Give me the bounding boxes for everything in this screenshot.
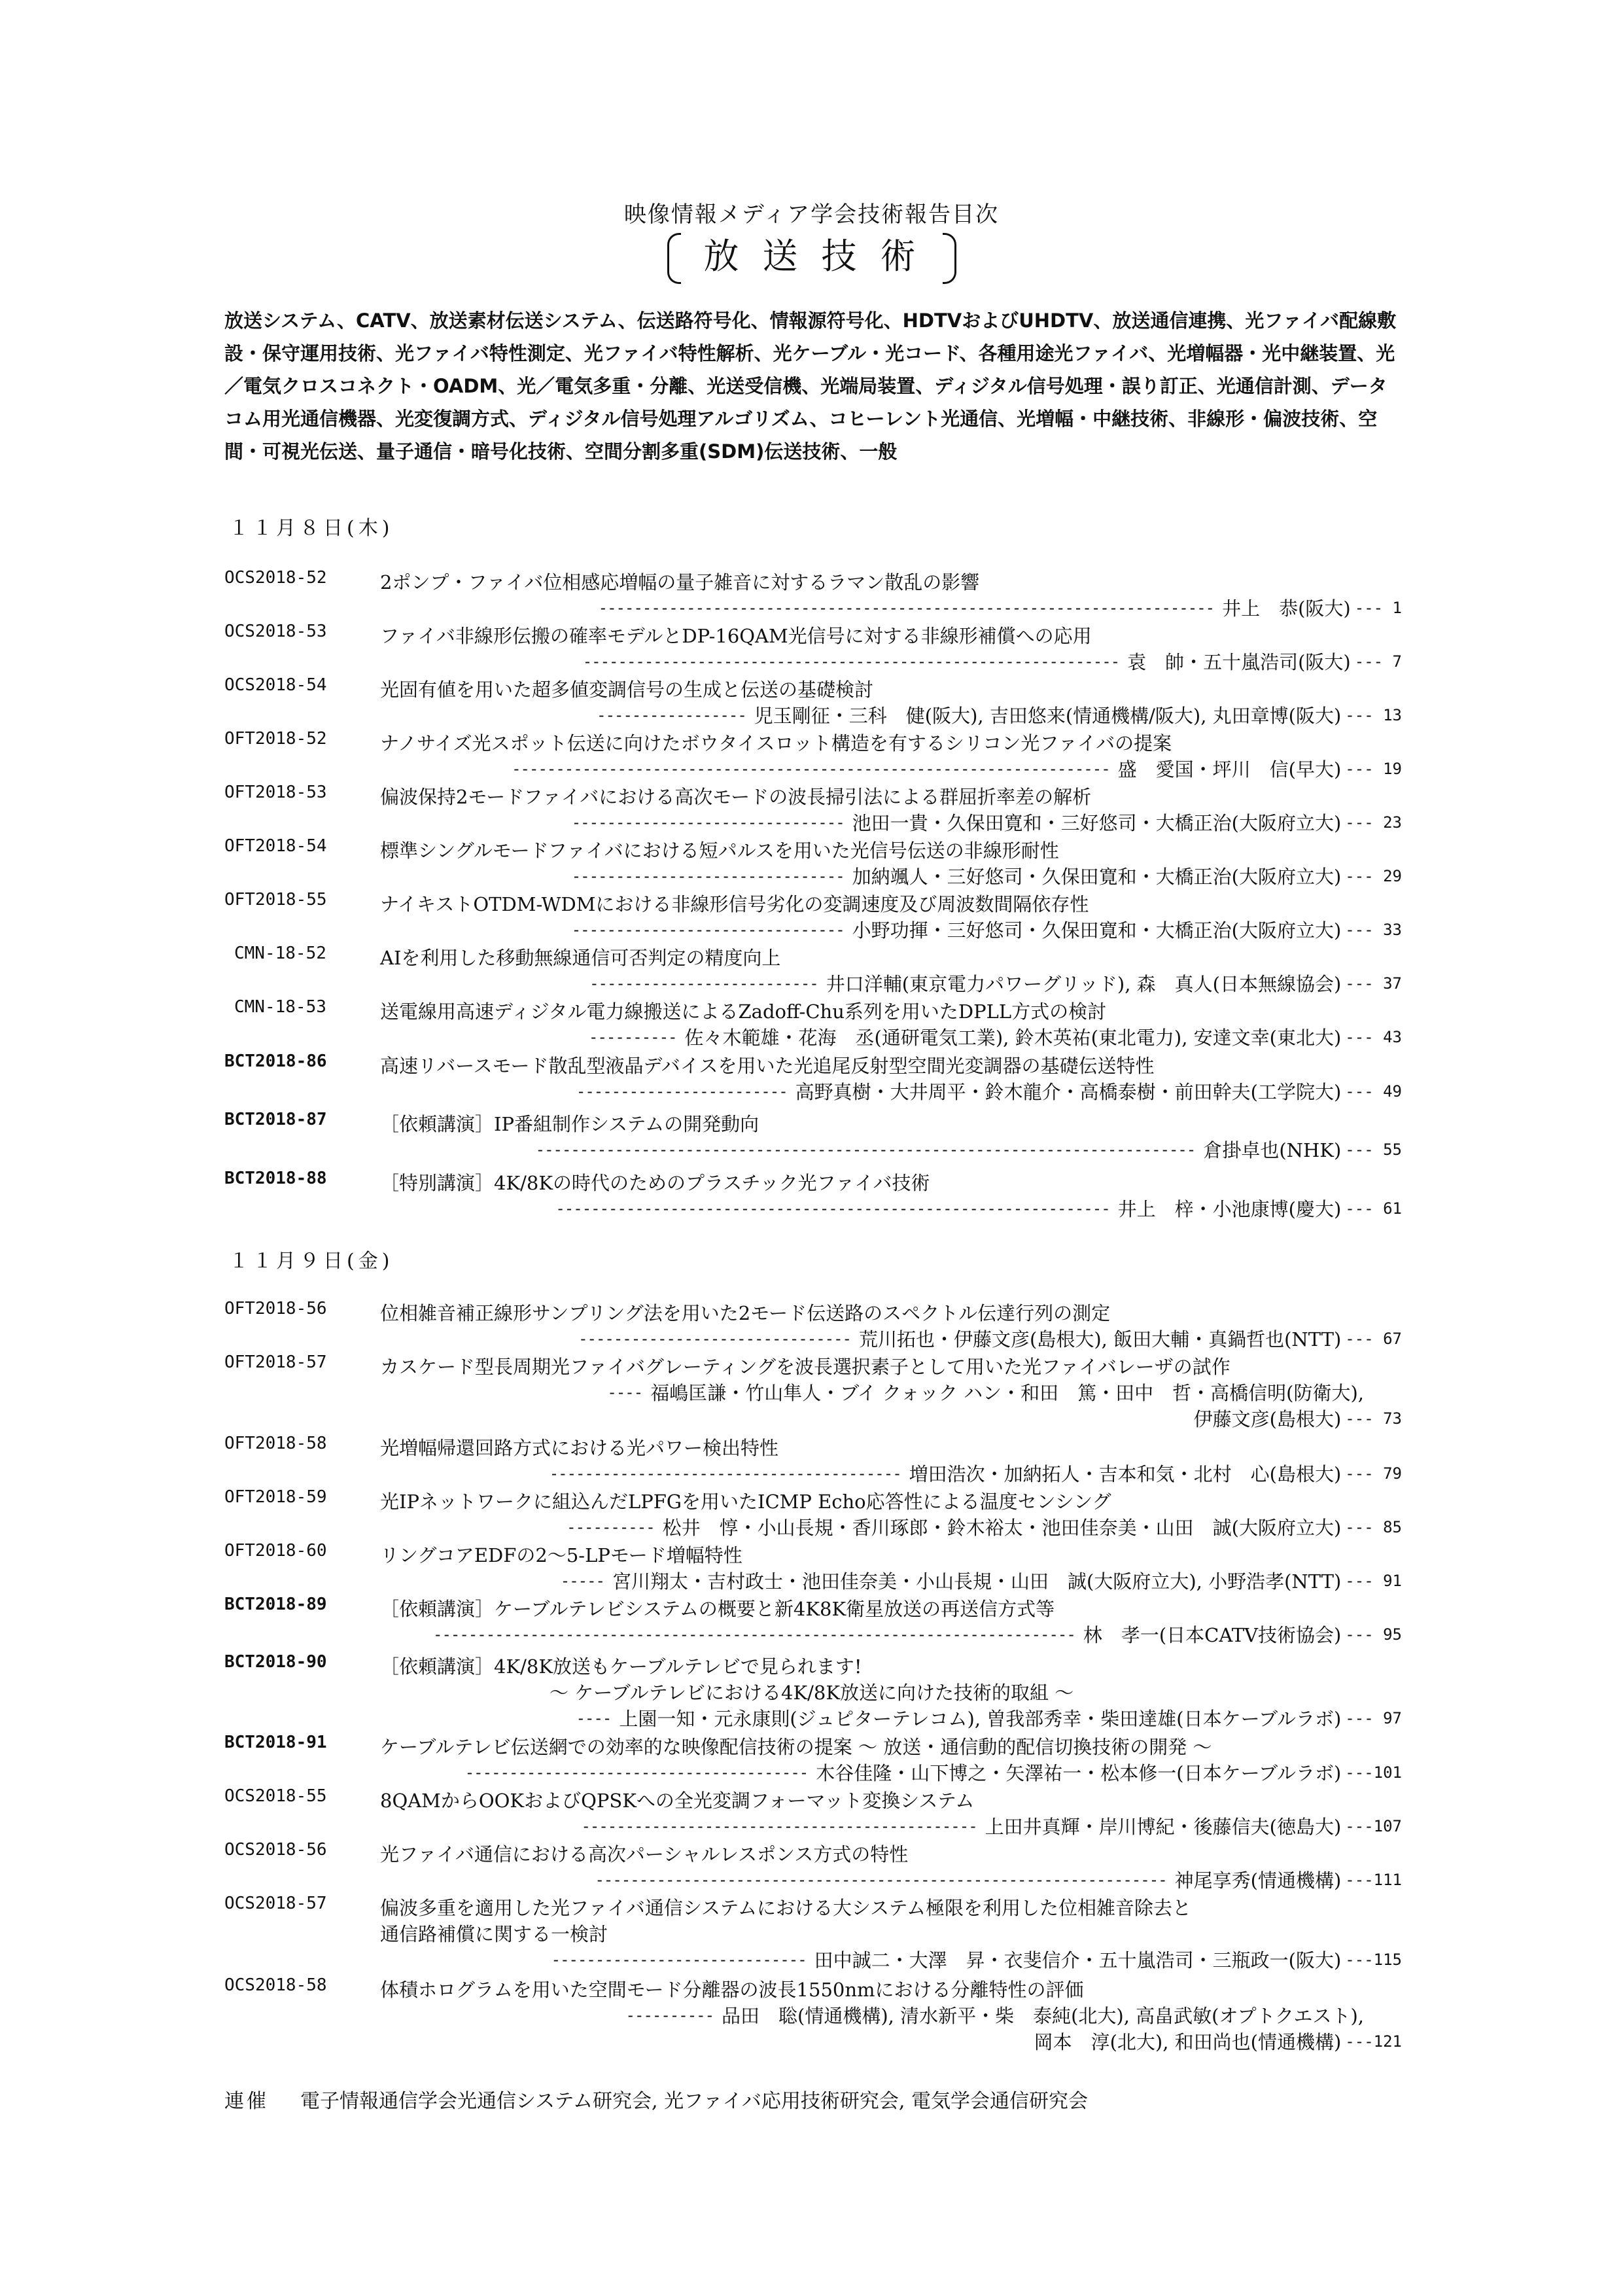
entry-author-line	[597, 701, 1402, 728]
page-number: --- 43	[1345, 1027, 1402, 1046]
leader-dashes: ----------	[567, 1517, 655, 1536]
entry-title: ［依頼講演］IP番組制作システムの開発動向	[380, 1113, 759, 1135]
page-number: --- 91	[1345, 1571, 1402, 1590]
page-number: ---121	[1345, 2032, 1402, 2051]
entry-code: OCS2018-53	[224, 622, 327, 641]
entry-authors: 宮川翔太・吉村政士・池田佳奈美・小山長規・山田 誠(大阪府立大), 小野浩孝(NTT)	[612, 1570, 1342, 1593]
entry-author-line	[572, 916, 1402, 943]
entry-author-line	[589, 970, 1402, 997]
page-number: ---115	[1345, 1950, 1402, 1969]
entry-title-continued: ～ ケーブルテレビにおける4K/8K放送に向けた技術的取組 ～	[550, 1682, 1074, 1704]
leader-dashes: ----	[576, 1708, 612, 1727]
entry-author-line	[576, 1704, 1402, 1731]
entry-authors: 池田一貴・久保田寛和・三好悠司・大橋正治(大阪府立大)	[852, 812, 1342, 834]
entry-code: OCS2018-55	[224, 1786, 327, 1806]
entry-title: ナイキストOTDM-WDMにおける非線形信号劣化の変調速度及び周波数間隔依存性	[380, 893, 1089, 915]
page-number: --- 19	[1345, 759, 1402, 778]
entry-title: 偏波保持2モードファイバにおける高次モードの波長掃引法による群屈折率差の解析	[380, 786, 1092, 808]
leader-dashes: -----------------	[597, 705, 746, 724]
leader-dashes: ----------------------------------------------------------------------	[598, 598, 1215, 617]
entry-title: 高速リバースモード散乱型液晶デバイスを用いた光追尾反射型空間光変調器の基礎伝送特性	[380, 1055, 1155, 1077]
entry-title: 8QAMからOOKおよびQPSKへの全光変調フォーマット変換システム	[380, 1790, 975, 1812]
entry-author-line	[555, 1195, 1402, 1222]
entry-code: OCS2018-52	[224, 568, 327, 588]
entry-author-line	[1034, 2028, 1402, 2055]
entry-code: OCS2018-57	[224, 1894, 327, 1913]
document-title	[667, 230, 956, 283]
entry-author-line	[536, 1136, 1402, 1163]
leader-dashes: -----------------------------------------------------------------	[595, 1870, 1167, 1889]
entry-code: BCT2018-89	[224, 1595, 327, 1614]
entry-author-line	[561, 1567, 1402, 1594]
page-number: --- 49	[1345, 1082, 1402, 1101]
entry-code: OCS2018-56	[224, 1840, 327, 1860]
entry-code: OFT2018-56	[224, 1299, 327, 1318]
leader-dashes: ------------------------	[576, 1082, 788, 1101]
leader-dashes: ---------------------------------------------------------------	[555, 1199, 1110, 1218]
leader-dashes: ---------------------------------------------------------------------------	[535, 1140, 1196, 1159]
entry-author-line	[578, 1325, 1402, 1352]
page-number: --- 61	[1345, 1199, 1402, 1218]
page-number: --- 55	[1345, 1140, 1402, 1159]
entry-author-line	[465, 1759, 1402, 1786]
page-number: --- 29	[1345, 866, 1402, 885]
entry-authors: 佐々木範雄・花海 丞(通研電気工業), 鈴木英祐(東北電力), 安達文幸(東北大)	[684, 1027, 1342, 1049]
entry-code: OFT2018-57	[224, 1352, 327, 1372]
page-number: ---111	[1345, 1870, 1402, 1889]
entry-title: ［特別講演］4K/8Kの時代のためのプラスチック光ファイバ技術	[380, 1172, 930, 1194]
entry-authors: 倉掛卓也(NHK)	[1203, 1139, 1342, 1161]
entry-title: ［依頼講演］ケーブルテレビシステムの概要と新4K8K衛星放送の再送信方式等	[380, 1598, 1055, 1620]
entry-code: BCT2018-87	[224, 1110, 327, 1129]
entry-title: ナノサイズ光スポット伝送に向けたボウタイスロット構造を有するシリコン光ファイバの提案	[380, 732, 1172, 754]
entry-title: 標準シングルモードファイバにおける短パルスを用いた光信号伝送の非線形耐性	[380, 839, 1059, 862]
entry-title: 2ポンプ・ファイバ位相感応増幅の量子雑音に対するラマン散乱の影響	[380, 571, 980, 593]
leader-dashes: -------------------------------	[578, 1329, 851, 1348]
entry-title: 光ファイバ通信における高次パーシャルレスポンス方式の特性	[380, 1843, 909, 1865]
leader-dashes: ----------	[625, 2005, 714, 2024]
leader-dashes: ----------------------------------------	[549, 1464, 901, 1483]
entry-author-line	[512, 755, 1402, 782]
entry-title: AIを利用した移動無線通信可否判定の精度向上	[380, 947, 781, 969]
entry-author-line	[589, 1023, 1402, 1050]
entry-authors: 児玉剛征・三科 健(阪大), 吉田悠来(情通機構/阪大), 丸田章博(阪大)	[754, 705, 1342, 727]
leader-dashes: -------------------------------	[571, 920, 845, 939]
leader-dashes: ---------------------------------------------	[581, 1816, 977, 1835]
entry-title: ケーブルテレビ伝送網での効率的な映像配信技術の提案 ～ 放送・通信動的配信切換技術の開発 ～	[380, 1736, 1212, 1758]
entry-title: リングコアEDFの2～5-LPモード増幅特性	[380, 1544, 742, 1566]
entry-author-line	[626, 2002, 1402, 2028]
entry-authors: 上園一知・元永康則(ジュピターテレコム), 曽我部秀幸・柴田達雄(日本ケーブルラボ)	[619, 1708, 1342, 1730]
right-bracket-icon	[943, 233, 956, 284]
entry-code: OFT2018-58	[224, 1434, 327, 1453]
entry-authors-continued: 岡本 淳(北大), 和田尚也(情通機構)	[1034, 2031, 1342, 2053]
page-number: ---101	[1345, 1763, 1402, 1782]
entry-authors: 井上 梓・小池康博(慶大)	[1117, 1198, 1342, 1220]
entry-code: OFT2018-60	[224, 1541, 327, 1561]
page-number: --- 23	[1345, 813, 1402, 832]
page-number: --- 73	[1345, 1409, 1402, 1428]
entry-code: OFT2018-55	[224, 890, 327, 910]
leader-dashes: -------------------------------	[571, 813, 845, 832]
entry-author-line	[607, 1379, 1402, 1405]
entry-author-line	[551, 1946, 1402, 1973]
entry-code: CMN-18-52	[234, 944, 326, 963]
entry-authors: 松井 惇・小山長規・香川琢郎・鈴木裕太・池田佳奈美・山田 誠(大阪府立大)	[662, 1517, 1342, 1539]
document-title-wrap	[0, 230, 1623, 283]
leader-dashes: -------------------------------------------------------------	[582, 652, 1120, 671]
entry-title: 送電線用高速ディジタル電力線搬送によるZadoff-Chu系列を用いたDPLL方式の検討	[380, 1000, 1107, 1023]
leader-dashes: -----------------------------	[551, 1950, 807, 1969]
left-bracket-icon	[667, 233, 681, 284]
entry-authors: 増田浩次・加納拓人・吉本和気・北村 心(島根大)	[909, 1463, 1342, 1485]
entry-author-line	[572, 809, 1402, 836]
entry-authors: 荒川拓也・伊藤文彦(島根大), 飯田大輔・真鍋哲也(NTT)	[859, 1328, 1342, 1351]
entry-title: 位相雑音補正線形サンプリング法を用いた2モード伝送路のスペクトル伝達行列の測定	[380, 1302, 1111, 1324]
entry-author-line	[595, 1866, 1402, 1893]
entry-authors: 井上 恭(阪大)	[1222, 597, 1351, 620]
entry-authors: 品田 聡(情通機構), 清水新平・柴 泰純(北大), 高畠武敏(オプトクエスト),	[722, 2005, 1364, 2027]
entry-code: OCS2018-58	[224, 1975, 327, 1995]
entry-code: OCS2018-54	[224, 675, 327, 695]
entry-title: 光IPネットワークに組込んだLPFGを用いたICMP Echo応答性による温度センシング	[380, 1491, 1111, 1513]
entry-authors: 林 孝一(日本CATV技術協会)	[1083, 1624, 1342, 1646]
day-heading: １１月８日(木)	[229, 517, 394, 540]
entry-title: カスケード型長周期光ファイバグレーティングを波長選択素子として用いた光ファイバレーザの試作	[380, 1356, 1230, 1378]
entry-authors: 袁 帥・五十嵐浩司(阪大)	[1127, 651, 1351, 673]
entry-author-line	[567, 1513, 1402, 1540]
entry-author-line	[572, 862, 1402, 889]
entry-authors: 小野功揮・三好悠司・久保田寛和・大橋正治(大阪府立大)	[852, 919, 1342, 942]
entry-title: ［依頼講演］4K/8K放送もケーブルテレビで見られます!	[380, 1655, 862, 1678]
entry-authors: 高野真樹・大井周平・鈴木龍介・高橋泰樹・前田幹夫(工学院大)	[795, 1081, 1342, 1103]
organization-heading: 映像情報メディア学会技術報告目次	[623, 202, 1000, 228]
entry-title: ファイバ非線形伝搬の確率モデルとDP-16QAM光信号に対する非線形補償への応用	[380, 625, 1092, 647]
leader-dashes: -------------------------------	[571, 866, 845, 885]
page-number: --- 1	[1354, 598, 1402, 617]
entry-code: OFT2018-53	[224, 783, 327, 802]
entry-authors: 福嶋匡謙・竹山隼人・ブイ クォック ハン・和田 篤・田中 哲・高橋信明(防衛大),	[650, 1382, 1364, 1404]
leader-dashes: --------------------------------------------------------------------	[512, 759, 1110, 778]
entry-code: BCT2018-91	[224, 1733, 327, 1752]
entry-title-continued: 通信路補償に関する一検討	[380, 1923, 608, 1945]
page-number: --- 95	[1345, 1625, 1402, 1644]
page-number: --- 97	[1345, 1708, 1402, 1727]
entry-author-line	[599, 594, 1402, 621]
leader-dashes: ----------	[589, 1027, 677, 1046]
leader-dashes: ---------------------------------------	[464, 1763, 809, 1782]
entry-code: CMN-18-53	[234, 997, 326, 1017]
footer-label: 連催	[224, 2090, 269, 2113]
entry-code: OFT2018-52	[224, 729, 327, 749]
page-number: --- 33	[1345, 920, 1402, 939]
footer	[224, 2085, 1088, 2113]
entry-authors: 加納颯人・三好悠司・久保田寛和・大橋正治(大阪府立大)	[852, 866, 1342, 888]
entry-author-line	[550, 1460, 1402, 1487]
title-text: 放送技術	[703, 236, 939, 277]
entry-title: 光固有値を用いた超多値変調信号の生成と伝送の基礎検討	[380, 679, 874, 701]
page-number: --- 37	[1345, 974, 1402, 993]
entry-title: 光増幅帰還回路方式における光パワー検出特性	[380, 1437, 779, 1459]
entry-code: BCT2018-88	[224, 1169, 327, 1188]
leader-dashes: ----	[607, 1383, 643, 1402]
page-number: --- 85	[1345, 1517, 1402, 1536]
entry-authors-continued: 伊藤文彦(島根大)	[1193, 1408, 1342, 1430]
entry-author-line	[1194, 1405, 1402, 1432]
page-number: ---107	[1345, 1816, 1402, 1835]
entry-title: 体積ホログラムを用いた空間モード分離器の波長1550nmにおける分離特性の評価	[380, 1979, 1084, 2001]
entry-code: BCT2018-86	[224, 1051, 327, 1071]
entry-authors: 上田井真輝・岸川博紀・後藤信夫(徳島大)	[985, 1816, 1342, 1838]
entry-author-line	[583, 648, 1402, 675]
entry-code: OFT2018-59	[224, 1487, 327, 1507]
entry-author-line	[581, 1812, 1402, 1839]
page-number: --- 67	[1345, 1329, 1402, 1348]
entry-authors: 木谷佳隆・山下博之・矢澤祐一・松本修一(日本ケーブルラボ)	[816, 1762, 1342, 1784]
entry-author-line	[433, 1621, 1402, 1648]
leader-dashes: -------------------------------------------------------------------------	[433, 1625, 1075, 1644]
entry-authors: 田中誠二・大澤 昇・衣斐信介・五十嵐浩司・三瓶政一(阪大)	[814, 1949, 1342, 1971]
leader-dashes: -----	[560, 1571, 604, 1590]
page-number: --- 79	[1345, 1464, 1402, 1483]
day-heading: １１月９日(金)	[229, 1250, 394, 1273]
leader-dashes: --------------------------	[589, 974, 818, 993]
entry-code: BCT2018-90	[224, 1652, 327, 1672]
entry-title: 偏波多重を適用した光ファイバ通信システムにおける大システム極限を利用した位相雑音除去と	[380, 1897, 1192, 1919]
entry-author-line	[576, 1078, 1402, 1104]
entry-authors: 井口洋輔(東京電力パワーグリッド), 森 真人(日本無線協会)	[826, 973, 1342, 995]
footer-text: 電子情報通信学会光通信システム研究会, 光ファイバ応用技術研究会, 電気学会通信研究会	[300, 2090, 1088, 2113]
entry-authors: 神尾享秀(情通機構)	[1174, 1869, 1342, 1892]
page-number: --- 7	[1354, 652, 1402, 671]
entry-code: OFT2018-54	[224, 836, 327, 856]
page-number: --- 13	[1345, 705, 1402, 724]
entry-authors: 盛 愛国・坪川 信(早大)	[1117, 758, 1342, 781]
topics-paragraph: 放送システム、CATV、放送素材伝送システム、伝送路符号化、情報源符号化、HDTVおよびUHDTV、放送通信連携、光ファイバ配線敷設・保守運用技術、光ファイバ特性測定、光ファイバ特性解析、光ケーブル・光コード、各種用途光ファイバ、光増幅器・光中継装置、光／電気クロスコネクト・OADM、光／電気多重・分離、光送受信機、光端局装置、ディジタル信号処理・誤り訂正、光通信計測、データコム用光通信機器、光変復調方式、ディジタル信号処理アルゴリズム、コヒーレント光通信、光増幅・中継技術、非線形・偏波技術、空間・可視光伝送、量子通信・暗号化技術、空間分割多重(SDM)伝送技術、一般	[224, 309, 1397, 463]
